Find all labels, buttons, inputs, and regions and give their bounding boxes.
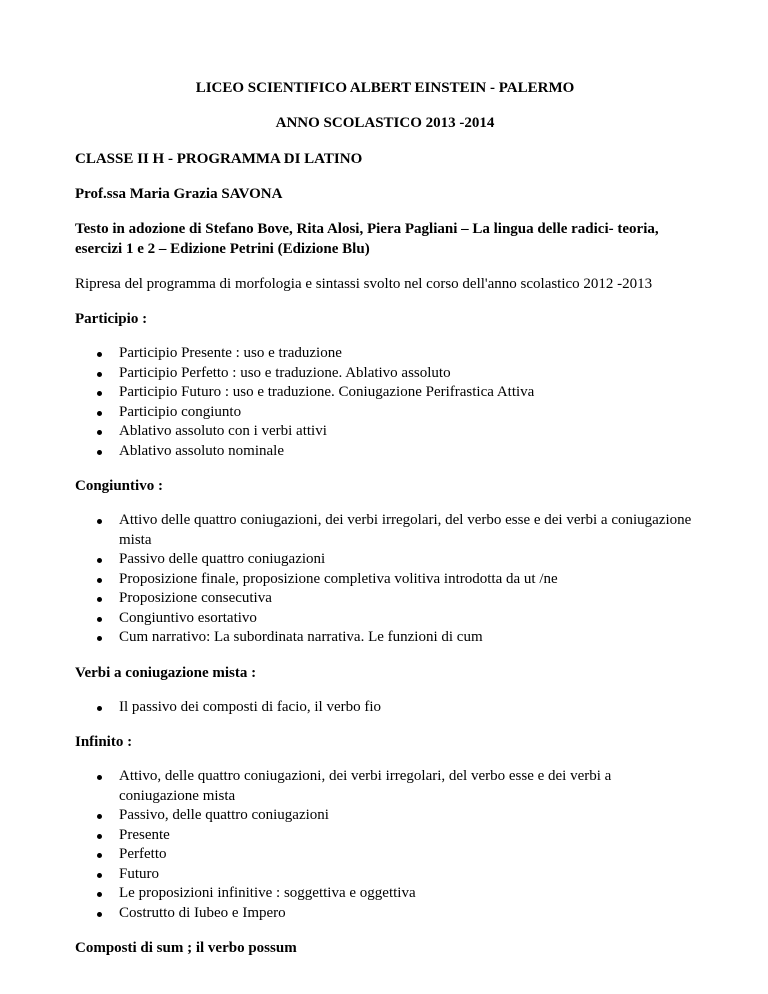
section-heading-infinito: Infinito :: [75, 734, 133, 750]
list-congiuntivo: [75, 511, 695, 648]
section-heading-participio: Participio :: [75, 311, 148, 327]
list-item: Cum narrativo: La subordinata narrativa. Le funzioni di cum: [75, 628, 695, 648]
list-participio: [75, 344, 695, 461]
section-heading-composti-di-sum: Composti di sum ; il verbo possum: [75, 940, 297, 956]
list-item: Ablativo assoluto con i verbi attivi: [75, 422, 695, 442]
list-item: Proposizione finale, proposizione completiva volitiva introdotta da ut /ne: [75, 570, 695, 590]
list-item: Passivo, delle quattro coniugazioni: [75, 806, 695, 826]
list-item: Il passivo dei composti di facio, il verbo fio: [75, 698, 695, 718]
list-item: Perfetto: [75, 845, 695, 865]
list-item: Participio Presente : uso e traduzione: [75, 344, 695, 364]
list-item: Participio congiunto: [75, 403, 695, 423]
teacher-name: Prof.ssa Maria Grazia SAVONA: [75, 186, 283, 202]
school-title: LICEO SCIENTIFICO ALBERT EINSTEIN - PALERMO: [195, 80, 575, 96]
textbook-info: Testo in adozione di Stefano Bove, Rita Alosi, Piera Pagliani – La lingua delle radici- teoria, esercizi 1 e 2 – Edizione Petrini (Edizione Blu): [75, 221, 659, 257]
list-item: Congiuntivo esortativo: [75, 609, 695, 629]
class-program-title: CLASSE II H - PROGRAMMA DI LATINO: [75, 151, 363, 167]
list-infinito: [75, 767, 695, 923]
document-page: [75, 79, 695, 958]
list-item: Le proposizioni infinitive : soggettiva e oggettiva: [75, 884, 695, 904]
list-item: Presente: [75, 826, 695, 846]
list-verbi-coniugazione-mista: [75, 698, 695, 718]
list-item: Futuro: [75, 865, 695, 885]
list-item: Ablativo assoluto nominale: [75, 442, 695, 462]
list-item: Attivo, delle quattro coniugazioni, dei verbi irregolari, del verbo esse e dei verbi a coniugazione mista: [75, 767, 695, 806]
list-item: Passivo delle quattro coniugazioni: [75, 550, 695, 570]
list-item: Participio Futuro : uso e traduzione. Coniugazione Perifrastica Attiva: [75, 383, 695, 403]
list-item: Proposizione consecutiva: [75, 589, 695, 609]
list-item: Attivo delle quattro coniugazioni, dei verbi irregolari, del verbo esse e dei verbi a coniugazione mista: [75, 511, 695, 550]
school-year: ANNO SCOLASTICO 2013 -2014: [275, 115, 495, 131]
intro-text: Ripresa del programma di morfologia e sintassi svolto nel corso dell'anno scolastico 2012 -2013: [75, 276, 653, 292]
section-heading-congiuntivo: Congiuntivo :: [75, 478, 163, 494]
list-item: Costrutto di Iubeo e Impero: [75, 904, 695, 924]
list-item: Participio Perfetto : uso e traduzione. Ablativo assoluto: [75, 364, 695, 384]
section-heading-verbi-coniugazione-mista: Verbi a coniugazione mista :: [75, 664, 257, 681]
